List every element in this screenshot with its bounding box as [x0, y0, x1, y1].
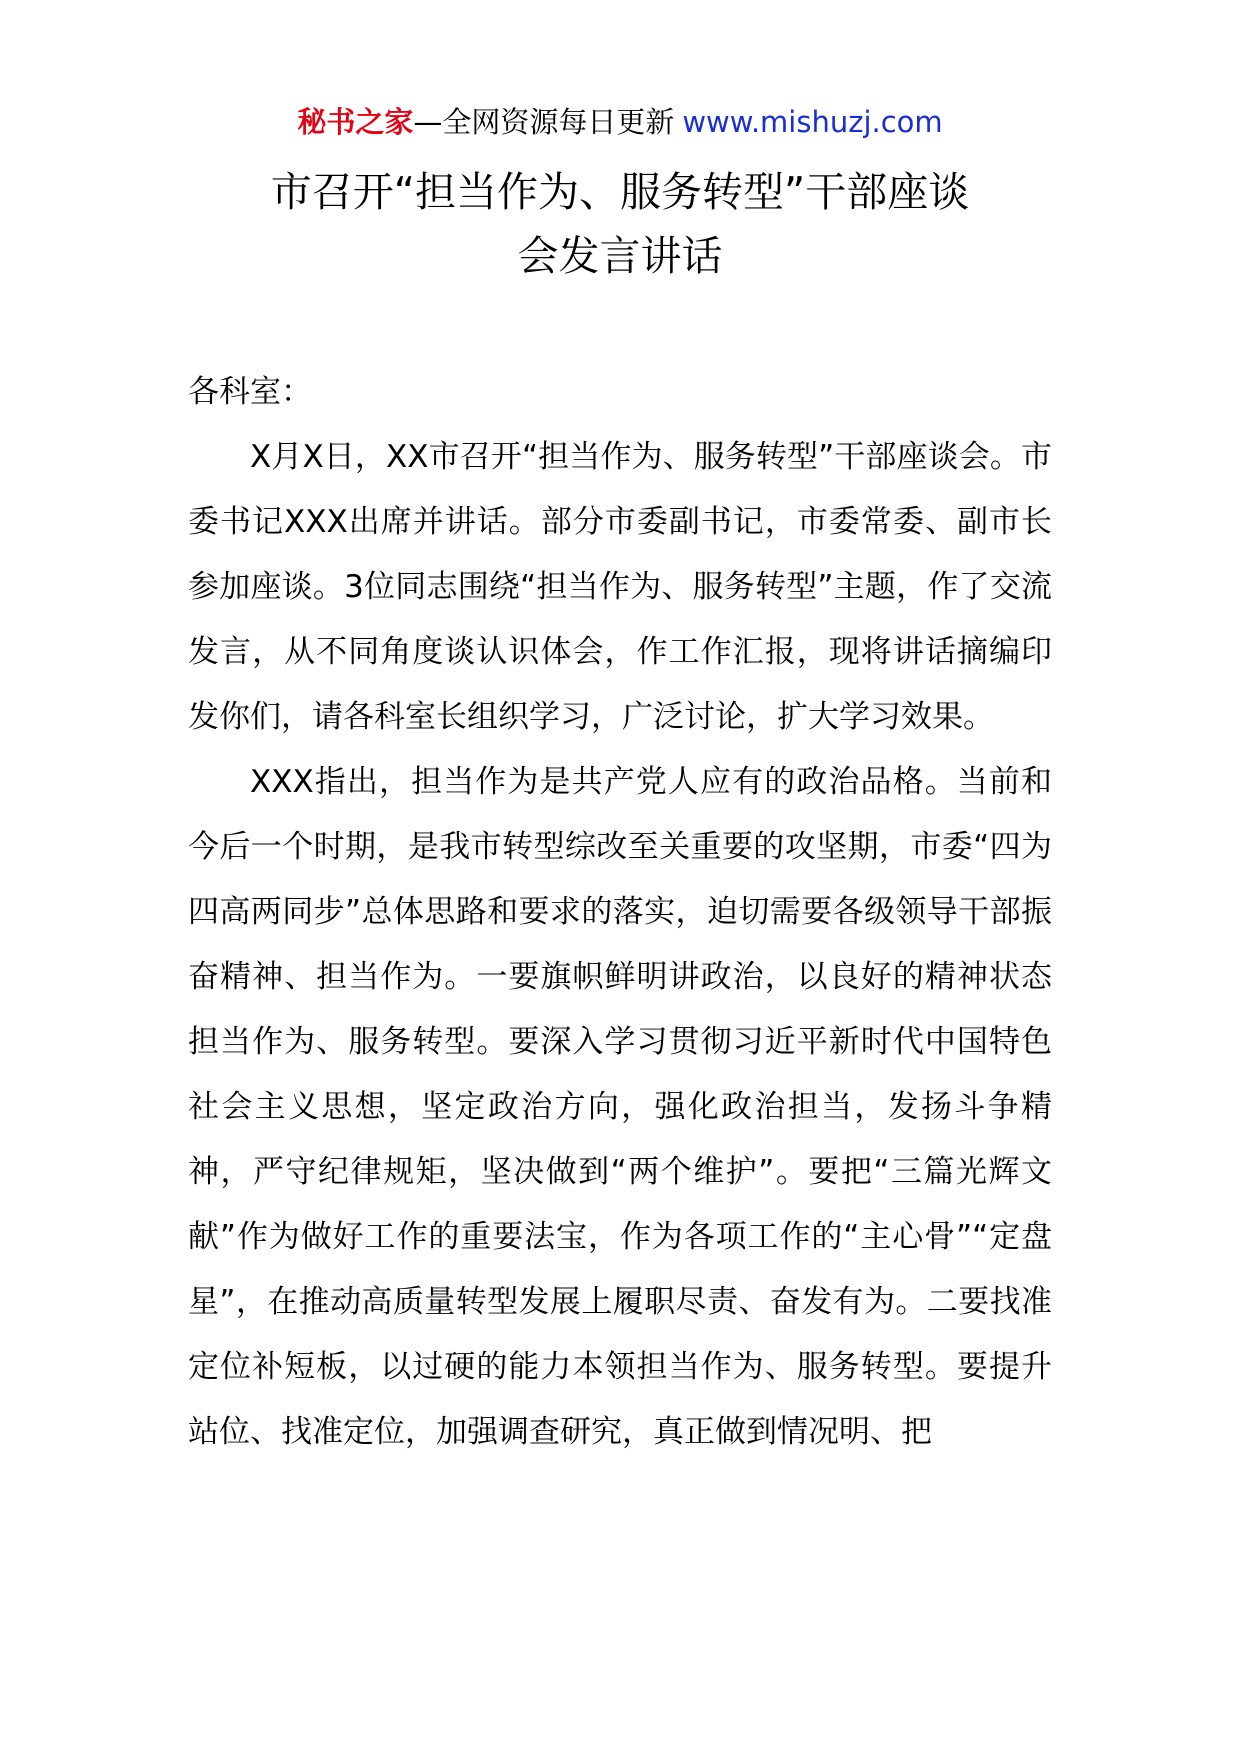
- paragraph-2: XXX指出，担当作为是共产党人应有的政治品格。当前和今后一个时期，是我市转型综改至关重要的攻坚期，市委“四为四高两同步”总体思路和要求的落实，迫切需要各级领导干部振奋精神、担当作为。一要旗帜鲜明讲政治，以良好的精神状态担当作为、服务转型。要深入学习贯彻习近平新时代中国特色社会主义思想，坚定政治方向，强化政治担当，发扬斗争精神，严守纪律规矩，坚决做到“两个维护”。要把“三篇光辉文献”作为做好工作的重要法宝，作为各项工作的“主心骨”“定盘星”，在推动高质量转型发展上履职尽责、奋发有为。二要找准定位补短板，以过硬的能力本领担当作为、服务转型。要提升站位、找准定位，加强调查研究，真正做到情况明、把: [188, 764, 1052, 1450]
- brand-name: 秘书之家: [297, 105, 414, 139]
- document-body: [188, 360, 1052, 1465]
- header-tagline: —全网资源每日更新: [413, 105, 675, 139]
- title-line-2: 会发言讲话: [517, 232, 723, 280]
- title-line-1: 市召开“担当作为、服务转型”干部座谈: [270, 168, 970, 216]
- document-title: [180, 160, 1060, 288]
- site-url-link[interactable]: www.mishuzj.com: [682, 105, 943, 139]
- salutation: 各科室：: [188, 374, 312, 410]
- site-header: [0, 102, 1240, 142]
- paragraph-1: X月X日，XX市召开“担当作为、服务转型”干部座谈会。市委书记XXX出席并讲话。部分市委副书记，市委常委、副市长参加座谈。3位同志围绕“担当作为、服务转型”主题，作了交流发言，从不同角度谈认识体会，作工作汇报，现将讲话摘编印发你们，请各科室长组织学习，广泛讨论，扩大学习效果。: [188, 439, 1052, 735]
